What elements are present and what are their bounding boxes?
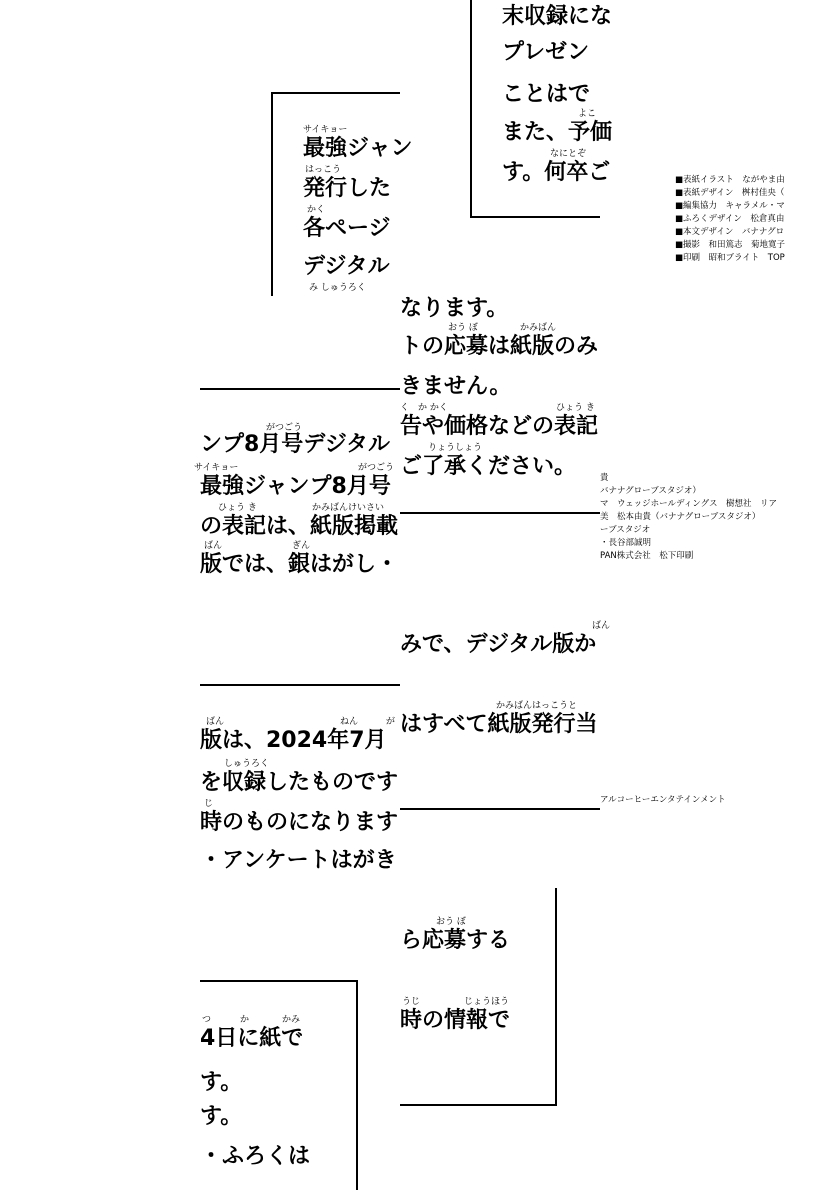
text-line: きません。: [400, 374, 512, 399]
ruby-annotation: がつごう: [358, 463, 395, 473]
credit-line: ■本文デザイン バナナグロ: [675, 227, 785, 237]
text-line: 版では、銀はがし・: [200, 552, 399, 577]
ruby-annotation: はっこう: [305, 165, 342, 175]
text-line: ことはで: [502, 82, 591, 107]
text-line: 時のものになります: [200, 810, 399, 835]
text-line: また、予価: [502, 120, 613, 145]
ruby-annotation: しゅうろく: [224, 759, 270, 769]
ruby-annotation: ひょう き: [218, 503, 257, 513]
credit-line: アルコーヒーエンタテインメント: [600, 795, 726, 805]
ruby-annotation: ばん: [204, 541, 223, 551]
text-fragment-bottom-right: [400, 888, 560, 1108]
credit-line: ■表紙デザイン 桝村佳央（: [675, 188, 785, 198]
divider-rule: [400, 512, 600, 514]
ruby-annotation: つ: [202, 1015, 212, 1025]
text-line: 発行した: [303, 176, 392, 201]
credits-block-bottom: [600, 796, 829, 810]
ruby-annotation: ばん: [592, 621, 611, 631]
ruby-annotation: かみ: [282, 1015, 301, 1025]
ruby-annotation: りょうしょう: [428, 443, 483, 453]
text-line: ら応募する: [400, 928, 511, 953]
text-fragment-mid-right: [400, 616, 611, 812]
credit-line: バナナグローブスタジオ）: [600, 486, 701, 496]
text-line: なります。: [400, 296, 509, 321]
box-border-right: [555, 888, 557, 1106]
credit-line: ーブスタジオ: [600, 525, 651, 535]
ruby-annotation: おう ぼ: [436, 917, 466, 927]
ruby-annotation: み しゅうろく: [309, 283, 366, 293]
text-line: す。何卒ご: [502, 160, 611, 185]
ruby-annotation: サイキョー: [194, 463, 239, 473]
divider-rule: [200, 684, 400, 686]
credit-line: ■編集協力 キャラメル・マ: [675, 201, 785, 211]
box-border-top: [200, 980, 358, 982]
divider-rule: [200, 388, 400, 390]
ruby-annotation: うじ: [402, 997, 421, 1007]
text-fragment-mid-left: [200, 684, 400, 880]
text-line: ・ふろくは: [200, 1144, 311, 1169]
text-line: す。: [200, 1104, 243, 1129]
credit-line: ■印刷 昭和ブライト TOP: [675, 253, 785, 263]
ruby-annotation: おう ぼ: [448, 323, 478, 333]
text-line: 時の情報で: [400, 1008, 511, 1033]
box-border-left: [470, 0, 472, 218]
ruby-annotation: じ: [204, 799, 214, 809]
text-line: の表記は、紙版掲載: [200, 514, 399, 539]
ruby-annotation: ねん: [340, 717, 359, 727]
credit-line: マ ウェッジホールディングス 樹想社 リア: [600, 499, 778, 509]
credits-block-top: [675, 176, 829, 272]
credit-line: 貴: [600, 473, 609, 483]
ruby-annotation: ぎん: [292, 541, 311, 551]
text-line: 各ページ: [303, 216, 391, 241]
text-fragment-bottom-left: [200, 980, 360, 1200]
ruby-annotation: か: [240, 1015, 250, 1025]
credit-line: ■表紙イラスト ながやま由: [675, 175, 785, 185]
text-line: みで、デジタル版か: [400, 632, 597, 657]
ruby-annotation: じょうほう: [464, 997, 510, 1007]
text-line: 4日に紙で: [200, 1026, 304, 1051]
ruby-annotation: サイキョー: [303, 125, 348, 135]
ruby-annotation: がつごう: [266, 423, 303, 433]
ruby-annotation: が: [386, 717, 396, 727]
credits-block-middle: [600, 474, 829, 564]
box-border-right: [356, 980, 358, 1190]
credit-line: ・長谷部誠明: [600, 538, 652, 548]
text-line: 末収録にな: [502, 4, 613, 29]
text-fragment-center-right: [400, 296, 600, 516]
text-line: プレゼン: [502, 40, 590, 65]
text-line: 版は、2024年7月: [200, 728, 387, 753]
text-line: トの応募は紙版のみ: [400, 334, 599, 359]
credit-line: PAN株式会社 松下印刷: [600, 551, 694, 561]
text-fragment-center-left: [194, 386, 400, 586]
ruby-annotation: かく: [307, 205, 326, 215]
ruby-annotation: かみばんはっこうと: [496, 701, 578, 711]
ruby-annotation: なにとぞ: [550, 149, 587, 159]
text-line: 告や価格などの表記: [400, 414, 599, 439]
text-line: 最強ジャンプ8月号: [200, 474, 391, 499]
ruby-annotation: ひょう き: [556, 403, 595, 413]
text-line: ・アンケートはがき: [200, 848, 397, 873]
divider-rule: [400, 808, 600, 810]
credit-line: ■ふろくデザイン 松倉真由: [675, 214, 785, 224]
ruby-annotation: よこ: [578, 109, 597, 119]
text-line: す。: [200, 1070, 243, 1095]
ruby-annotation: かみばん: [520, 323, 557, 333]
box-border-bottom: [400, 1104, 557, 1106]
box-border-bottom: [470, 216, 600, 218]
text-line: ご了承ください。: [400, 454, 577, 479]
text-fragment-top-right: [470, 0, 613, 218]
text-line: デジタル: [303, 254, 390, 279]
box-border-top: [271, 92, 400, 94]
text-line: はすべて紙版発行当: [400, 712, 598, 737]
text-line: ンプ8月号デジタル: [200, 432, 390, 457]
credit-line: 美 松本由貴（バナナグローブスタジオ）: [600, 512, 761, 522]
box-border-left: [271, 92, 273, 296]
text-line: 最強ジャン: [303, 136, 413, 161]
text-line: を収録したものです: [200, 770, 399, 795]
credit-line: ■撮影 和田篤志 菊地寛子: [675, 240, 786, 250]
ruby-annotation: ばん: [206, 717, 225, 727]
ruby-annotation: かみばんけいさい: [312, 503, 385, 513]
text-fragment-top-left: [271, 92, 413, 296]
ruby-annotation: く か かく: [400, 403, 448, 413]
